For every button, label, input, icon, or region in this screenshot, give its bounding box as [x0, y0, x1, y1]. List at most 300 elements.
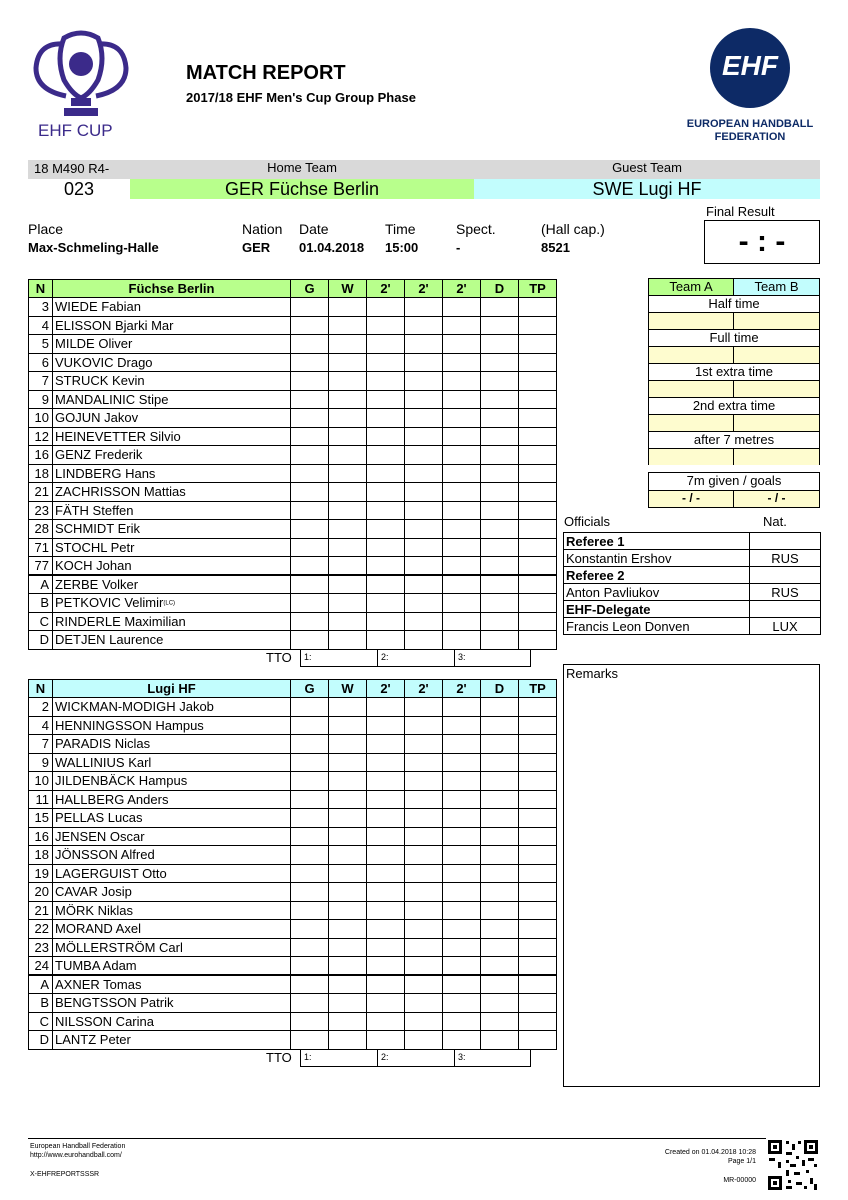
- stat-cell[interactable]: [329, 846, 367, 865]
- stat-cell[interactable]: [291, 298, 329, 317]
- stat-cell[interactable]: [367, 557, 405, 576]
- stat-cell[interactable]: [291, 883, 329, 902]
- stat-cell[interactable]: [405, 335, 443, 354]
- stat-cell[interactable]: [367, 938, 405, 957]
- stat-cell[interactable]: [443, 316, 481, 335]
- stat-cell[interactable]: [481, 390, 519, 409]
- stat-cell[interactable]: [405, 864, 443, 883]
- stat-cell[interactable]: [367, 501, 405, 520]
- stat-cell[interactable]: [519, 735, 557, 754]
- player-row: [29, 827, 557, 846]
- stat-cell[interactable]: [329, 809, 367, 828]
- stat-cell[interactable]: [481, 1012, 519, 1031]
- stat-cell[interactable]: [291, 409, 329, 428]
- stat-cell[interactable]: [367, 483, 405, 502]
- stat-cell[interactable]: [443, 520, 481, 539]
- stat-cell[interactable]: [329, 753, 367, 772]
- stat-cell[interactable]: [443, 957, 481, 976]
- stat-cell[interactable]: [443, 464, 481, 483]
- player-number: 10: [29, 772, 53, 791]
- stat-cell[interactable]: [481, 446, 519, 465]
- footer-created: Created on 01.04.2018 10:28: [664, 1149, 756, 1156]
- stat-cell[interactable]: [329, 483, 367, 502]
- stat-cell[interactable]: [329, 372, 367, 391]
- stat-cell[interactable]: [481, 372, 519, 391]
- stat-cell[interactable]: [405, 753, 443, 772]
- stat-cell[interactable]: [291, 316, 329, 335]
- stat-cell[interactable]: [443, 538, 481, 557]
- stat-cell[interactable]: [367, 790, 405, 809]
- stat-cell[interactable]: [519, 353, 557, 372]
- col-warning: W: [329, 280, 367, 298]
- stat-cell[interactable]: [367, 994, 405, 1013]
- period-score-team-b[interactable]: [734, 414, 819, 431]
- stat-cell[interactable]: [291, 372, 329, 391]
- stat-cell[interactable]: [519, 298, 557, 317]
- stat-cell[interactable]: [405, 594, 443, 613]
- player-name-cell: [53, 427, 291, 446]
- stat-cell[interactable]: [481, 938, 519, 957]
- stat-cell[interactable]: [367, 883, 405, 902]
- stat-cell[interactable]: [291, 827, 329, 846]
- player-number: 10: [29, 409, 53, 428]
- period-score-team-b[interactable]: [734, 312, 819, 329]
- player-number: 7: [29, 735, 53, 754]
- stat-cell[interactable]: [291, 538, 329, 557]
- stat-cell[interactable]: [329, 520, 367, 539]
- stat-cell[interactable]: [481, 975, 519, 994]
- stat-cell[interactable]: [367, 335, 405, 354]
- player-name-cell: [53, 864, 291, 883]
- stat-cell[interactable]: [367, 753, 405, 772]
- stat-cell[interactable]: [291, 994, 329, 1013]
- stat-cell[interactable]: [481, 790, 519, 809]
- stat-cell[interactable]: [367, 316, 405, 335]
- stat-cell[interactable]: [405, 994, 443, 1013]
- stat-cell[interactable]: [405, 772, 443, 791]
- stat-cell[interactable]: [367, 1012, 405, 1031]
- stat-cell[interactable]: [367, 716, 405, 735]
- stat-cell[interactable]: [443, 846, 481, 865]
- stat-cell[interactable]: [481, 298, 519, 317]
- stat-cell[interactable]: [405, 938, 443, 957]
- stat-cell[interactable]: [367, 864, 405, 883]
- stat-cell[interactable]: [329, 901, 367, 920]
- stat-cell[interactable]: [519, 938, 557, 957]
- stat-cell[interactable]: [481, 483, 519, 502]
- stat-cell[interactable]: [443, 298, 481, 317]
- stat-cell[interactable]: [367, 464, 405, 483]
- stat-cell[interactable]: [519, 427, 557, 446]
- stat-cell[interactable]: [291, 557, 329, 576]
- stat-cell[interactable]: [481, 353, 519, 372]
- stat-cell[interactable]: [443, 594, 481, 613]
- stat-cell[interactable]: [481, 698, 519, 717]
- stat-cell[interactable]: [519, 612, 557, 631]
- stat-cell[interactable]: [481, 335, 519, 354]
- stat-cell[interactable]: [291, 957, 329, 976]
- stat-cell[interactable]: [405, 316, 443, 335]
- stat-cell[interactable]: [443, 901, 481, 920]
- stat-cell[interactable]: [367, 538, 405, 557]
- stat-cell[interactable]: [291, 427, 329, 446]
- stat-cell[interactable]: [405, 353, 443, 372]
- stat-cell[interactable]: [329, 1012, 367, 1031]
- stat-cell[interactable]: [481, 735, 519, 754]
- stat-cell[interactable]: [405, 631, 443, 650]
- stat-cell[interactable]: [405, 698, 443, 717]
- stat-cell[interactable]: [481, 427, 519, 446]
- stat-cell[interactable]: [481, 557, 519, 576]
- stat-cell[interactable]: [481, 1031, 519, 1050]
- stat-cell[interactable]: [367, 827, 405, 846]
- stat-cell[interactable]: [481, 520, 519, 539]
- stat-cell[interactable]: [291, 698, 329, 717]
- period-score-team-a[interactable]: [649, 414, 734, 431]
- stat-cell[interactable]: [405, 846, 443, 865]
- stat-cell[interactable]: [329, 335, 367, 354]
- stat-cell[interactable]: [405, 1012, 443, 1031]
- stat-cell[interactable]: [443, 698, 481, 717]
- stat-cell[interactable]: [443, 716, 481, 735]
- player-name-cell: [53, 631, 291, 650]
- stat-cell[interactable]: [367, 975, 405, 994]
- stat-cell[interactable]: [481, 501, 519, 520]
- stat-cell[interactable]: [291, 735, 329, 754]
- stat-cell[interactable]: [367, 735, 405, 754]
- stat-cell[interactable]: [443, 612, 481, 631]
- stat-cell[interactable]: [367, 612, 405, 631]
- stat-cell[interactable]: [481, 612, 519, 631]
- stat-cell[interactable]: [481, 538, 519, 557]
- stat-cell[interactable]: [519, 957, 557, 976]
- stat-cell[interactable]: [519, 446, 557, 465]
- stat-cell[interactable]: [329, 957, 367, 976]
- stat-cell[interactable]: [329, 427, 367, 446]
- stat-cell[interactable]: [481, 827, 519, 846]
- stat-cell[interactable]: [519, 316, 557, 335]
- stat-cell[interactable]: [291, 920, 329, 939]
- period-label: 2nd extra time: [649, 397, 819, 414]
- stat-cell[interactable]: [443, 920, 481, 939]
- stat-cell[interactable]: [329, 1031, 367, 1050]
- stat-cell[interactable]: [405, 501, 443, 520]
- stat-cell[interactable]: [481, 716, 519, 735]
- stat-cell[interactable]: [405, 1031, 443, 1050]
- stat-cell[interactable]: [291, 1031, 329, 1050]
- stat-cell[interactable]: [329, 390, 367, 409]
- period-score-team-a[interactable]: [649, 380, 734, 397]
- stat-cell[interactable]: [405, 483, 443, 502]
- stat-cell[interactable]: [443, 557, 481, 576]
- stat-cell[interactable]: [291, 612, 329, 631]
- stat-cell[interactable]: [329, 298, 367, 317]
- stat-cell[interactable]: [405, 901, 443, 920]
- stat-cell[interactable]: [405, 809, 443, 828]
- stat-cell[interactable]: [367, 520, 405, 539]
- stat-cell[interactable]: [443, 1012, 481, 1031]
- stat-cell[interactable]: [519, 753, 557, 772]
- player-number: 21: [29, 483, 53, 502]
- stat-cell[interactable]: [519, 920, 557, 939]
- col-warning: W: [329, 680, 367, 698]
- period-score-team-b[interactable]: [734, 380, 819, 397]
- stat-cell[interactable]: [519, 790, 557, 809]
- stat-cell[interactable]: [519, 464, 557, 483]
- stat-cell[interactable]: [291, 520, 329, 539]
- stat-cell[interactable]: [291, 575, 329, 594]
- stat-cell[interactable]: [329, 790, 367, 809]
- stat-cell[interactable]: [291, 790, 329, 809]
- stat-cell[interactable]: [405, 520, 443, 539]
- stat-cell[interactable]: [329, 864, 367, 883]
- stat-cell[interactable]: [367, 409, 405, 428]
- stat-cell[interactable]: [405, 790, 443, 809]
- footer-divider: [28, 1138, 820, 1139]
- stat-cell[interactable]: [291, 483, 329, 502]
- stat-cell[interactable]: [405, 612, 443, 631]
- stat-cell[interactable]: [329, 446, 367, 465]
- stat-cell[interactable]: [443, 483, 481, 502]
- stat-cell[interactable]: [405, 372, 443, 391]
- stat-cell[interactable]: [405, 427, 443, 446]
- stat-cell[interactable]: [519, 372, 557, 391]
- stat-cell[interactable]: [481, 753, 519, 772]
- stat-cell[interactable]: [443, 753, 481, 772]
- period-score-team-b[interactable]: [734, 448, 819, 465]
- stat-cell[interactable]: [405, 575, 443, 594]
- player-number: 20: [29, 883, 53, 902]
- stat-cell[interactable]: [519, 390, 557, 409]
- stat-cell[interactable]: [329, 501, 367, 520]
- stat-cell[interactable]: [443, 575, 481, 594]
- period-score-team-a[interactable]: [649, 312, 734, 329]
- stat-cell[interactable]: [519, 335, 557, 354]
- stat-cell[interactable]: [443, 994, 481, 1013]
- period-score-team-b[interactable]: [734, 346, 819, 363]
- stat-cell[interactable]: [291, 864, 329, 883]
- stat-cell[interactable]: [519, 864, 557, 883]
- stat-cell[interactable]: [443, 409, 481, 428]
- stat-cell[interactable]: [291, 335, 329, 354]
- stat-cell[interactable]: [519, 994, 557, 1013]
- stat-cell[interactable]: [481, 883, 519, 902]
- stat-cell[interactable]: [481, 464, 519, 483]
- stat-cell[interactable]: [291, 501, 329, 520]
- stat-cell[interactable]: [519, 1012, 557, 1031]
- stat-cell[interactable]: [481, 631, 519, 650]
- stat-cell[interactable]: [481, 920, 519, 939]
- player-name: JENSEN Oscar: [55, 828, 145, 844]
- stat-cell[interactable]: [519, 883, 557, 902]
- stat-cell[interactable]: [367, 698, 405, 717]
- stat-cell[interactable]: [329, 316, 367, 335]
- footer-url: http://www.eurohandball.com/: [30, 1152, 122, 1159]
- stat-cell[interactable]: [291, 901, 329, 920]
- stat-cell[interactable]: [329, 557, 367, 576]
- stat-cell[interactable]: [291, 631, 329, 650]
- stat-cell[interactable]: [291, 772, 329, 791]
- remarks-box[interactable]: [563, 664, 820, 1087]
- stat-cell[interactable]: [329, 735, 367, 754]
- stat-cell[interactable]: [291, 594, 329, 613]
- stat-cell[interactable]: [443, 864, 481, 883]
- stat-cell[interactable]: [519, 901, 557, 920]
- stat-cell[interactable]: [329, 883, 367, 902]
- stat-cell[interactable]: [443, 446, 481, 465]
- stat-cell[interactable]: [367, 575, 405, 594]
- stat-cell[interactable]: [405, 464, 443, 483]
- stat-cell[interactable]: [367, 353, 405, 372]
- stat-cell[interactable]: [329, 975, 367, 994]
- player-name: LINDBERG Hans: [55, 465, 156, 481]
- stat-cell[interactable]: [443, 938, 481, 957]
- stat-cell[interactable]: [519, 631, 557, 650]
- stat-cell[interactable]: [405, 538, 443, 557]
- stat-cell[interactable]: [519, 501, 557, 520]
- stat-cell[interactable]: [443, 353, 481, 372]
- stat-cell[interactable]: [443, 1031, 481, 1050]
- stat-cell[interactable]: [291, 390, 329, 409]
- stat-cell[interactable]: [519, 1031, 557, 1050]
- stat-cell[interactable]: [367, 846, 405, 865]
- stat-cell[interactable]: [329, 538, 367, 557]
- stat-cell[interactable]: [443, 772, 481, 791]
- stat-cell[interactable]: [405, 409, 443, 428]
- stat-cell[interactable]: [443, 372, 481, 391]
- guest-player-table: [28, 679, 557, 1050]
- player-row: [29, 557, 557, 576]
- stat-cell[interactable]: [367, 390, 405, 409]
- stat-cell[interactable]: [291, 446, 329, 465]
- stat-cell[interactable]: [367, 901, 405, 920]
- stat-cell[interactable]: [367, 631, 405, 650]
- stat-cell[interactable]: [519, 594, 557, 613]
- stat-cell[interactable]: [519, 716, 557, 735]
- stat-cell[interactable]: [481, 846, 519, 865]
- stat-cell[interactable]: [481, 957, 519, 976]
- stat-cell[interactable]: [405, 883, 443, 902]
- stat-cell[interactable]: [519, 772, 557, 791]
- seven-metre-label: 7m given / goals: [649, 473, 819, 491]
- stat-cell[interactable]: [329, 464, 367, 483]
- stat-cell[interactable]: [367, 772, 405, 791]
- stat-cell[interactable]: [367, 298, 405, 317]
- stat-cell[interactable]: [519, 557, 557, 576]
- stat-cell[interactable]: [405, 557, 443, 576]
- stat-cell[interactable]: [481, 994, 519, 1013]
- stat-cell[interactable]: [329, 938, 367, 957]
- stat-cell[interactable]: [481, 316, 519, 335]
- stat-cell[interactable]: [443, 631, 481, 650]
- stat-cell[interactable]: [329, 994, 367, 1013]
- stat-cell[interactable]: [481, 809, 519, 828]
- stat-cell[interactable]: [519, 698, 557, 717]
- footer-org: European Handball Federation: [30, 1143, 126, 1150]
- stat-cell[interactable]: [519, 575, 557, 594]
- stat-cell[interactable]: [329, 612, 367, 631]
- stat-cell[interactable]: [291, 809, 329, 828]
- stat-cell[interactable]: [291, 975, 329, 994]
- stat-cell[interactable]: [481, 864, 519, 883]
- stat-cell[interactable]: [329, 827, 367, 846]
- stat-cell[interactable]: [367, 372, 405, 391]
- stat-cell[interactable]: [481, 575, 519, 594]
- stat-cell[interactable]: [443, 335, 481, 354]
- stat-cell[interactable]: [519, 809, 557, 828]
- stat-cell[interactable]: [481, 594, 519, 613]
- stat-cell[interactable]: [329, 353, 367, 372]
- stat-cell[interactable]: [519, 975, 557, 994]
- stat-cell[interactable]: [443, 790, 481, 809]
- stat-cell[interactable]: [367, 446, 405, 465]
- stat-cell[interactable]: [443, 809, 481, 828]
- period-score-team-a[interactable]: [649, 448, 734, 465]
- stat-cell[interactable]: [519, 483, 557, 502]
- player-name: GENZ Frederik: [55, 447, 143, 463]
- stat-cell[interactable]: [367, 957, 405, 976]
- stat-cell[interactable]: [329, 920, 367, 939]
- stat-cell[interactable]: [405, 298, 443, 317]
- stat-cell[interactable]: [405, 827, 443, 846]
- stat-cell[interactable]: [367, 427, 405, 446]
- stat-cell[interactable]: [519, 846, 557, 865]
- stat-cell[interactable]: [405, 716, 443, 735]
- stat-cell[interactable]: [291, 753, 329, 772]
- stat-cell[interactable]: [519, 538, 557, 557]
- stat-cell[interactable]: [481, 772, 519, 791]
- home-tto-box: [300, 649, 531, 667]
- stat-cell[interactable]: [405, 957, 443, 976]
- stat-cell[interactable]: [443, 390, 481, 409]
- stat-cell[interactable]: [443, 827, 481, 846]
- stat-cell[interactable]: [519, 827, 557, 846]
- stat-cell[interactable]: [405, 446, 443, 465]
- stat-cell[interactable]: [329, 772, 367, 791]
- period-score-team-a[interactable]: [649, 346, 734, 363]
- stat-cell[interactable]: [329, 575, 367, 594]
- stat-cell[interactable]: [329, 716, 367, 735]
- stat-cell[interactable]: [367, 1031, 405, 1050]
- stat-cell[interactable]: [481, 409, 519, 428]
- stat-cell[interactable]: [405, 735, 443, 754]
- stat-cell[interactable]: [291, 464, 329, 483]
- stat-cell[interactable]: [443, 975, 481, 994]
- stat-cell[interactable]: [443, 735, 481, 754]
- stat-cell[interactable]: [291, 938, 329, 957]
- stat-cell[interactable]: [443, 427, 481, 446]
- stat-cell[interactable]: [443, 883, 481, 902]
- stat-cell[interactable]: [329, 631, 367, 650]
- stat-cell[interactable]: [329, 594, 367, 613]
- stat-cell[interactable]: [291, 1012, 329, 1031]
- stat-cell[interactable]: [291, 846, 329, 865]
- stat-cell[interactable]: [405, 975, 443, 994]
- stat-cell[interactable]: [443, 501, 481, 520]
- stat-cell[interactable]: [291, 716, 329, 735]
- stat-cell[interactable]: [329, 698, 367, 717]
- stat-cell[interactable]: [291, 353, 329, 372]
- stat-cell[interactable]: [367, 594, 405, 613]
- stat-cell[interactable]: [519, 520, 557, 539]
- stat-cell[interactable]: [405, 390, 443, 409]
- stat-cell[interactable]: [367, 809, 405, 828]
- stat-cell[interactable]: [405, 920, 443, 939]
- stat-cell[interactable]: [367, 920, 405, 939]
- stat-cell[interactable]: [519, 409, 557, 428]
- stat-cell[interactable]: [481, 901, 519, 920]
- stat-cell[interactable]: [329, 409, 367, 428]
